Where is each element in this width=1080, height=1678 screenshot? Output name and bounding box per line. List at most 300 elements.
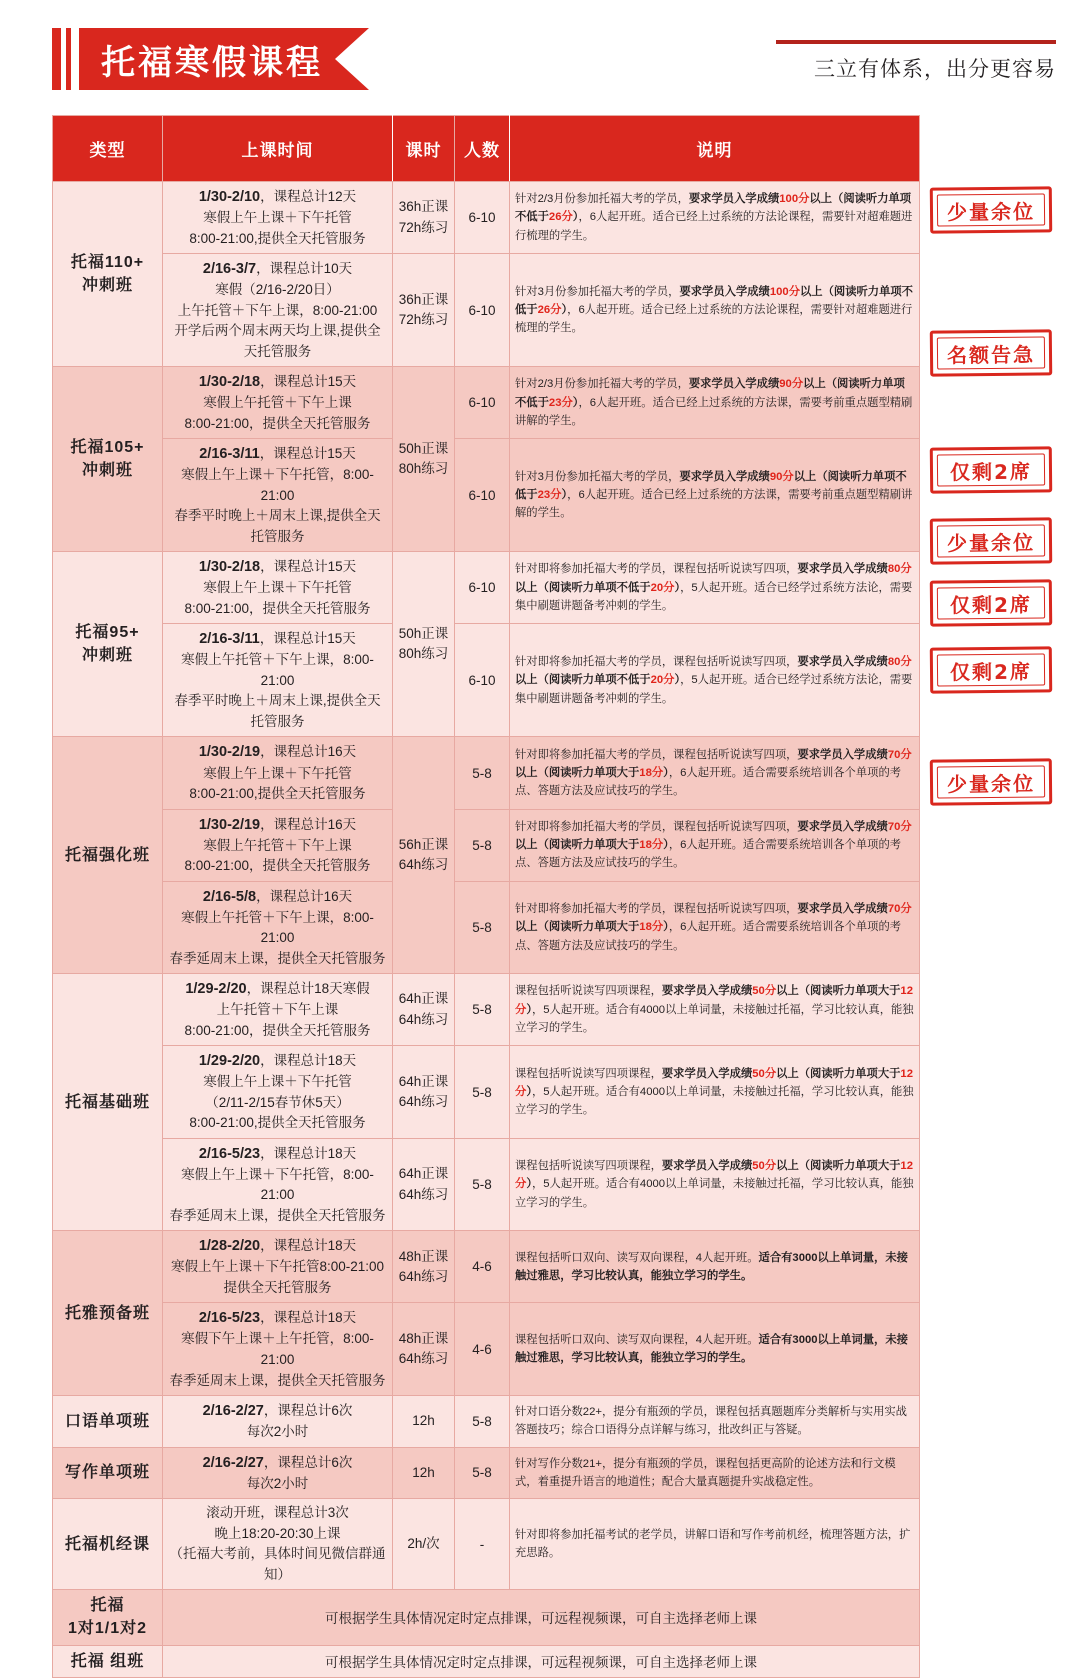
desc-strong: 要求学员入学成绩 [679, 470, 770, 483]
availability-stamp [930, 446, 1052, 493]
schedule-line: 寒假上午上课＋下午托管8:00-21:00 [170, 1259, 385, 1275]
schedule-date-line [168, 1235, 387, 1257]
schedule-date-line [168, 978, 387, 1000]
desc-text: ，6人起开班。适合已经上过系统的方法论课程，需要针对超难题进行梳理的学生。 [515, 211, 913, 242]
class-size-cell: 4-6 [455, 1303, 510, 1396]
schedule-cell [163, 1499, 393, 1590]
desc-strong: ） [663, 921, 669, 934]
desc-highlight: 90分 [769, 470, 794, 483]
description-cell [510, 1138, 920, 1231]
desc-highlight: 100分 [769, 285, 800, 298]
desc-highlight: 12分 [515, 1067, 913, 1098]
schedule-cell [163, 1396, 393, 1448]
desc-text: ，6人起开班。适合需要系统培训各个单项的考点、答题方法及应试技巧的学生。 [515, 766, 902, 798]
page-title: 托福寒假课程 [101, 43, 323, 82]
schedule-date-line [168, 1307, 387, 1329]
schedule-date-line [168, 258, 387, 280]
schedule-line: 8:00-21:00，提供全天托管服务 [184, 1022, 371, 1038]
tagline-rule [776, 40, 1056, 44]
desc-highlight: 70分 [887, 748, 912, 761]
hours-line: 36h正课 [398, 199, 449, 215]
description-cell [510, 439, 920, 552]
schedule-date-line [168, 814, 387, 836]
desc-strong: 以上（阅读听力单项不低于 [515, 285, 913, 316]
desc-highlight: 80分 [887, 655, 912, 668]
class-size-cell: 5-8 [455, 1138, 510, 1231]
column-header-type: 类型 [53, 116, 163, 182]
description-cell [510, 1396, 920, 1448]
schedule-date-suffix: ，课程总计18天 [260, 1310, 357, 1326]
desc-text: 针对即将参加托福大考的学员，课程包括听说读写四项， [515, 563, 798, 576]
schedule-line: 滚动开班，课程总计3次 [206, 1505, 349, 1521]
description-cell [510, 624, 920, 737]
course-type-line: 托福 组班 [70, 1652, 145, 1670]
availability-stamp [930, 758, 1052, 805]
desc-highlight: 50分 [752, 1067, 777, 1080]
hours-cell [393, 254, 455, 367]
schedule-date-line [168, 371, 387, 393]
schedule-cell [163, 552, 393, 624]
schedule-cell [163, 254, 393, 367]
desc-highlight: 20分 [650, 581, 675, 594]
schedule-line: （托福大考前，具体时间见微信群通知） [169, 1546, 386, 1582]
desc-text: ，6人起开班。适合需要系统培训各个单项的考点、答题方法及应试技巧的学生。 [515, 921, 902, 952]
class-size-cell: 5-8 [455, 974, 510, 1046]
schedule-date-range: 2/16-3/11 [199, 631, 260, 648]
desc-text: 针对3月份参加托福大考的学员， [515, 285, 680, 298]
desc-highlight: 70分 [887, 902, 912, 915]
desc-text: ，6人起开班。适合已经上过系统的方法课，需要考前重点题型精刷讲解的学生。 [515, 396, 913, 427]
description-cell [510, 809, 920, 881]
desc-strong: 以上（阅读听力单项大于 [776, 985, 901, 998]
course-type-cell [53, 1645, 163, 1677]
hours-cell [393, 1447, 455, 1499]
schedule-date-range: 1/30-2/10 [198, 189, 261, 205]
description-cell [510, 367, 920, 439]
desc-strong: 以上（阅读听力单项不低于 [515, 193, 912, 224]
table-row [53, 974, 920, 1046]
custom-schedule-note: 可根据学生具体情况定时定点排课，可远程视频课，可自主选择老师上课 [163, 1590, 920, 1645]
class-size-cell: 5-8 [455, 737, 510, 809]
table-row [53, 1447, 920, 1499]
desc-highlight: 12分 [515, 1160, 913, 1191]
schedule-date-suffix: ，课程总计16天 [256, 888, 353, 904]
table-row [53, 1138, 920, 1231]
schedule-line: 寒假上午托管＋下午上课，8:00-21:00 [181, 652, 374, 688]
desc-strong: 要求学员入学成绩 [688, 193, 780, 206]
description-cell [510, 1046, 920, 1139]
schedule-date-line [168, 443, 387, 465]
desc-text: 针对即将参加托福考试的老学员，讲解口语和写作考前机经，梳理答题方法，扩充思路。 [515, 1528, 911, 1560]
desc-highlight: 80分 [887, 563, 912, 576]
schedule-date-suffix: ，课程总计18天 [260, 1238, 357, 1254]
availability-stamp [930, 517, 1052, 564]
schedule-date-suffix: ，课程总计6次 [263, 1454, 353, 1470]
class-size-cell: 5-8 [455, 1447, 510, 1499]
column-header-hours: 课时 [393, 116, 455, 182]
banner-accent-bar-2 [66, 28, 71, 90]
schedule-line: 8:00-21:00，提供全天托管服务 [184, 600, 371, 616]
desc-highlight: 18分 [639, 921, 664, 934]
desc-highlight: 50分 [752, 985, 777, 998]
desc-text: 针对3月份参加托福大考的学员， [515, 470, 680, 483]
class-size-cell: 6-10 [455, 182, 510, 254]
schedule-date-suffix: ，课程总计6次 [263, 1403, 353, 1419]
schedule-line: 每次2小时 [246, 1424, 309, 1440]
desc-text: ，5人起开班。适合已经学过系统方法论，需要集中刷题讲题备考冲刺的学生。 [515, 674, 913, 705]
description-cell [510, 254, 920, 367]
desc-text: 课程包括听说读写四项课程， [515, 1067, 662, 1080]
hours-cell [393, 737, 455, 974]
class-size-cell: 6-10 [455, 367, 510, 439]
description-cell [510, 552, 920, 624]
availability-stamp [930, 329, 1052, 376]
hours-cell [393, 367, 455, 552]
class-size-cell: 5-8 [455, 1046, 510, 1139]
hours-line: 2h/次 [407, 1536, 440, 1552]
table-row [53, 1303, 920, 1396]
table-header [53, 116, 920, 182]
course-type-line: 冲刺班 [81, 462, 133, 480]
course-type-cell [53, 367, 163, 552]
desc-strong: 以上（阅读听力单项大于 [776, 1067, 901, 1080]
hours-line: 12h [412, 1413, 435, 1429]
course-type-line: 冲刺班 [81, 277, 133, 295]
column-header-description: 说明 [510, 116, 920, 182]
hours-cell [393, 1303, 455, 1396]
class-size-cell: 6-10 [455, 552, 510, 624]
schedule-date-suffix: ，课程总计18天 [260, 1053, 357, 1069]
desc-strong: 要求学员入学成绩 [797, 820, 888, 833]
schedule-line: 寒假（2/16-2/20日） [215, 282, 340, 298]
desc-text: ，5人起开班。适合有4000以上单词量，未接触过托福，学习比较认真，能独立学习的学生。 [515, 1178, 914, 1209]
desc-strong: 要求学员入学成绩 [661, 1160, 753, 1173]
description-cell [510, 974, 920, 1046]
desc-strong: ） [674, 581, 681, 594]
desc-highlight: 90分 [779, 378, 804, 391]
course-type-cell [53, 182, 163, 367]
desc-text: 针对2/3月份参加托福大考的学员， [515, 193, 689, 206]
schedule-line: 寒假上午上课＋下午托管 [203, 210, 352, 226]
course-table-area [52, 115, 920, 1678]
schedule-line: 寒假上午托管＋下午上课 [203, 395, 352, 411]
description-cell [510, 1447, 920, 1499]
course-type-line: 1对1/1对2 [67, 1620, 148, 1638]
desc-strong: 要求学员入学成绩 [797, 563, 888, 576]
schedule-line: 8:00-21:00，提供全天托管服务 [184, 415, 371, 431]
schedule-line: 8:00-21:00,提供全天托管服务 [189, 786, 366, 802]
desc-strong: 以上（阅读听力单项不低于 [515, 674, 651, 687]
schedule-date-suffix: ，课程总计10天 [256, 261, 353, 277]
hours-cell [393, 974, 455, 1046]
hours-cell [393, 182, 455, 254]
course-type-cell [53, 1396, 163, 1448]
desc-strong: ） [663, 766, 669, 779]
table-body [53, 182, 920, 1678]
hours-line: 50h正课 [398, 626, 449, 642]
table-row [53, 1645, 920, 1677]
hours-line: 80h练习 [398, 646, 449, 662]
desc-strong: 适合有3000以上单词量，未接触过雅思，学习比较认真，能独立学习的学生。 [515, 1251, 908, 1282]
schedule-cell [163, 1447, 393, 1499]
description-cell [510, 1231, 920, 1303]
schedule-line: 寒假下午上课＋上午托管，8:00-21:00 [181, 1331, 374, 1367]
schedule-line: 春季延周末上课，提供全天托管服务 [169, 950, 386, 966]
table-row [53, 1590, 920, 1645]
table-row [53, 552, 920, 624]
desc-highlight: 18分 [639, 838, 664, 851]
schedule-date-suffix: ，课程总计15天 [259, 631, 356, 647]
desc-text: 针对即将参加托福大考的学员，课程包括听说读写四项， [515, 820, 798, 833]
desc-strong: ） [663, 838, 669, 851]
class-size-cell: 5-8 [455, 881, 510, 974]
course-type-line: 托福95+ [75, 624, 140, 642]
desc-text: 课程包括听口双向、读写双向课程，4人起开班。 [515, 1251, 759, 1264]
schedule-cell [163, 737, 393, 809]
stamp-label: 名额告急 [946, 342, 1036, 367]
schedule-date-suffix: ，课程总计16天 [260, 744, 357, 760]
desc-strong: 适合有3000以上单词量，未接触过雅思，学习比较认真，能独立学习的学生。 [515, 1333, 908, 1365]
desc-strong: 要求学员入学成绩 [661, 1067, 753, 1080]
schedule-cell [163, 881, 393, 974]
desc-strong: 以上（阅读听力单项大于 [515, 766, 640, 779]
desc-strong: 以上（阅读听力单项不低于 [515, 470, 907, 502]
stamp-label: 仅剩2席 [949, 659, 1033, 684]
schedule-date-line [168, 186, 387, 208]
schedule-cell [163, 974, 393, 1046]
hours-cell [393, 1138, 455, 1231]
hours-line: 64h练习 [398, 1094, 449, 1110]
desc-strong: 要求学员入学成绩 [797, 655, 888, 668]
class-size-cell: - [455, 1499, 510, 1590]
hours-line: 72h练习 [398, 312, 449, 328]
schedule-cell [163, 367, 393, 439]
desc-text: 针对即将参加托福大考的学员，课程包括听说读写四项， [515, 748, 798, 761]
desc-strong: 要求学员入学成绩 [797, 748, 888, 761]
schedule-date-line [168, 628, 387, 650]
table-header-row [53, 116, 920, 182]
desc-text: ，6人起开班。适合已经上过系统的方法论课程，需要针对超难题进行梳理的学生。 [515, 303, 913, 335]
hours-line: 56h正课 [398, 837, 449, 853]
schedule-line: 寒假上午上课＋下午托管，8:00-21:00 [181, 1166, 374, 1203]
course-type-line: 托福强化班 [64, 846, 150, 864]
desc-strong: 以上（阅读听力单项不低于 [515, 378, 905, 409]
course-type-cell [53, 1447, 163, 1499]
hours-line: 64h练习 [398, 857, 449, 873]
desc-strong: ） [572, 396, 579, 409]
course-type-line: 托福基础班 [64, 1093, 150, 1111]
class-size-cell: 5-8 [455, 1396, 510, 1448]
schedule-date-line [168, 1400, 387, 1422]
schedule-date-suffix: ，课程总计15天 [259, 446, 356, 462]
stamp-label: 少量余位 [946, 199, 1036, 224]
class-size-cell: 5-8 [455, 809, 510, 881]
banner-accent-bar-1 [52, 28, 61, 90]
course-type-cell [53, 1590, 163, 1645]
table-row [53, 1499, 920, 1590]
schedule-date-line [168, 556, 387, 578]
course-table [52, 115, 920, 1678]
desc-strong: ） [572, 211, 579, 224]
tagline-text: 三立有体系，出分更容易 [814, 58, 1056, 81]
hours-line: 64h正课 [398, 1073, 449, 1089]
desc-text: 针对口语分数22+，提分有瓶颈的学员，课程包括真题题库分类解析与实用实战答题技巧；综合口语得分点详解与练习，批改纠正与答疑。 [515, 1406, 907, 1437]
table-row [53, 737, 920, 809]
schedule-date-range: 1/29-2/20 [185, 981, 247, 998]
course-type-line: 写作单项班 [64, 1464, 150, 1482]
tagline-block [776, 40, 1056, 83]
schedule-cell [163, 624, 393, 737]
course-type-cell [53, 552, 163, 737]
schedule-line: 寒假上午托管＋下午上课，8:00-21:00 [181, 909, 374, 946]
desc-strong: 要求学员入学成绩 [688, 378, 780, 391]
desc-text: 针对写作分数21+，提分有瓶颈的学员，课程包括更高阶的论述方法和行文模式，着重提升语言的地道性；配合大量真题提升实战稳定性。 [515, 1457, 896, 1488]
schedule-line: 寒假上午上课＋下午托管，8:00-21:00 [181, 467, 374, 503]
schedule-date-range: 2/16-5/23 [198, 1145, 261, 1162]
table-row [53, 367, 920, 439]
schedule-line: 每次2小时 [246, 1475, 309, 1491]
schedule-date-suffix: ，课程总计18天 [260, 1145, 357, 1161]
schedule-date-range: 2/16-5/23 [198, 1310, 261, 1327]
desc-text: ，5人起开班。适合有4000以上单词量，未接触过托福，学习比较认真，能独立学习的学生。 [515, 1003, 914, 1034]
desc-strong: 以上（阅读听力单项大于 [515, 838, 640, 851]
hours-line: 80h练习 [398, 461, 449, 477]
schedule-line: 晚上18:20-20:30上课 [214, 1525, 341, 1541]
desc-text: 针对2/3月份参加托福大考的学员， [515, 378, 689, 391]
banner-body [79, 28, 369, 90]
table-row [53, 809, 920, 881]
desc-highlight: 50分 [752, 1160, 777, 1173]
stamp-label: 少量余位 [946, 771, 1036, 796]
course-type-cell [53, 737, 163, 974]
schedule-cell [163, 1046, 393, 1139]
desc-strong: 要求学员入学成绩 [679, 285, 770, 298]
course-type-cell [53, 1499, 163, 1590]
table-row [53, 182, 920, 254]
schedule-date-suffix: ，课程总计15天 [260, 559, 357, 575]
course-type-line: 托雅预备班 [64, 1304, 150, 1322]
schedule-cell [163, 182, 393, 254]
schedule-date-line [168, 1050, 387, 1072]
title-banner [52, 28, 369, 90]
desc-text: 课程包括听说读写四项课程， [515, 1160, 662, 1173]
course-type-line: 托福105+ [70, 439, 145, 457]
desc-strong: 要求学员入学成绩 [797, 902, 888, 915]
schedule-line: 春季延周末上课，提供全天托管服务 [169, 1372, 386, 1388]
hours-line: 64h练习 [398, 1011, 449, 1027]
desc-highlight: 23分 [548, 396, 573, 409]
class-size-cell: 4-6 [455, 1231, 510, 1303]
schedule-date-line [168, 741, 387, 763]
hours-line: 64h练习 [398, 1351, 449, 1367]
schedule-date-line [168, 1143, 387, 1165]
desc-text: 针对即将参加托福大考的学员，课程包括听说读写四项， [515, 655, 798, 668]
desc-strong: 以上（阅读听力单项大于 [776, 1160, 901, 1173]
course-type-line: 冲刺班 [81, 647, 133, 665]
hours-cell [393, 552, 455, 737]
hours-line: 36h正课 [398, 291, 449, 307]
description-cell [510, 737, 920, 809]
schedule-line: 提供全天托管服务 [223, 1279, 332, 1295]
schedule-date-range: 2/16-5/8 [202, 888, 257, 905]
hours-line: 64h正课 [398, 991, 449, 1007]
schedule-line: 8:00-21:00,提供全天托管服务 [189, 1115, 366, 1131]
hours-line: 48h正课 [398, 1330, 449, 1346]
desc-text: 针对即将参加托福大考的学员，课程包括听说读写四项， [515, 902, 798, 915]
schedule-cell [163, 439, 393, 552]
stamp-label: 少量余位 [946, 530, 1036, 555]
hours-line: 64h练习 [398, 1186, 449, 1202]
table-row [53, 624, 920, 737]
desc-highlight: 26分 [548, 211, 573, 224]
course-type-cell [53, 1231, 163, 1396]
course-type-line: 托福110+ [70, 253, 145, 271]
schedule-date-range: 1/28-2/20 [198, 1238, 261, 1255]
desc-text: ，5人起开班。适合已经学过系统方法论，需要集中刷题讲题备考冲刺的学生。 [515, 581, 913, 612]
desc-text: ，6人起开班。适合需要系统培训各个单项的考点、答题方法及应试技巧的学生。 [515, 838, 902, 870]
desc-text: ，5人起开班。适合有4000以上单词量，未接触过托福，学习比较认真，能独立学习的学生。 [515, 1085, 914, 1117]
hours-cell [393, 1046, 455, 1139]
description-cell [510, 182, 920, 254]
schedule-date-suffix: ，课程总计18天寒假 [246, 981, 370, 997]
description-cell [510, 1303, 920, 1396]
desc-strong: 以上（阅读听力单项不低于 [515, 581, 651, 594]
schedule-line: 寒假上午上课＋下午托管 [203, 765, 352, 781]
desc-highlight: 12分 [515, 985, 913, 1016]
desc-highlight: 23分 [537, 489, 562, 502]
schedule-date-line [168, 886, 387, 908]
hours-cell [393, 1231, 455, 1303]
schedule-line: 上午托管＋下午上课，8:00-21:00 [177, 302, 378, 318]
schedule-date-line [168, 1452, 387, 1474]
schedule-date-range: 1/30-2/18 [198, 559, 261, 576]
desc-strong: ） [674, 674, 681, 687]
schedule-line: 8:00-21:00,提供全天托管服务 [189, 230, 366, 246]
schedule-line: 春季平时晚上＋周末上课,提供全天托管服务 [174, 693, 381, 729]
hours-cell [393, 1499, 455, 1590]
table-row [53, 1396, 920, 1448]
hours-line: 64h练习 [398, 1268, 449, 1284]
schedule-date-range: 2/16-2/27 [202, 1454, 264, 1471]
course-type-line: 托福机经课 [64, 1535, 150, 1553]
class-size-cell: 6-10 [455, 254, 510, 367]
schedule-line: （2/11-2/15春节休5天） [205, 1094, 350, 1110]
schedule-date-range: 2/16-2/27 [202, 1403, 264, 1420]
schedule-line: 寒假上午托管＋下午上课 [203, 837, 352, 853]
schedule-cell [163, 1303, 393, 1396]
availability-stamp [930, 579, 1052, 626]
schedule-date-range: 2/16-3/11 [199, 446, 260, 463]
schedule-date-range: 1/30-2/19 [198, 744, 261, 761]
table-row [53, 439, 920, 552]
schedule-date-suffix: ，课程总计15天 [260, 374, 357, 390]
table-row [53, 1046, 920, 1139]
desc-strong: ） [526, 1003, 532, 1016]
availability-stamp [930, 186, 1052, 233]
hours-line: 72h练习 [398, 219, 449, 235]
schedule-date-suffix: ，课程总计12天 [260, 189, 357, 204]
desc-highlight: 20分 [650, 674, 675, 687]
desc-strong: 以上（阅读听力单项大于 [515, 921, 640, 934]
schedule-date-range: 1/29-2/20 [198, 1053, 261, 1070]
schedule-line: 春季平时晚上＋周末上课,提供全天托管服务 [174, 508, 381, 544]
desc-strong: 要求学员入学成绩 [661, 985, 753, 998]
schedule-cell [163, 809, 393, 881]
table-row [53, 881, 920, 974]
class-size-cell: 6-10 [455, 624, 510, 737]
desc-text: ，6人起开班。适合已经上过系统的方法课，需要考前重点题型精刷讲解的学生。 [515, 489, 913, 520]
schedule-line: 开学后两个周末两天均上课,提供全天托管服务 [174, 323, 381, 359]
